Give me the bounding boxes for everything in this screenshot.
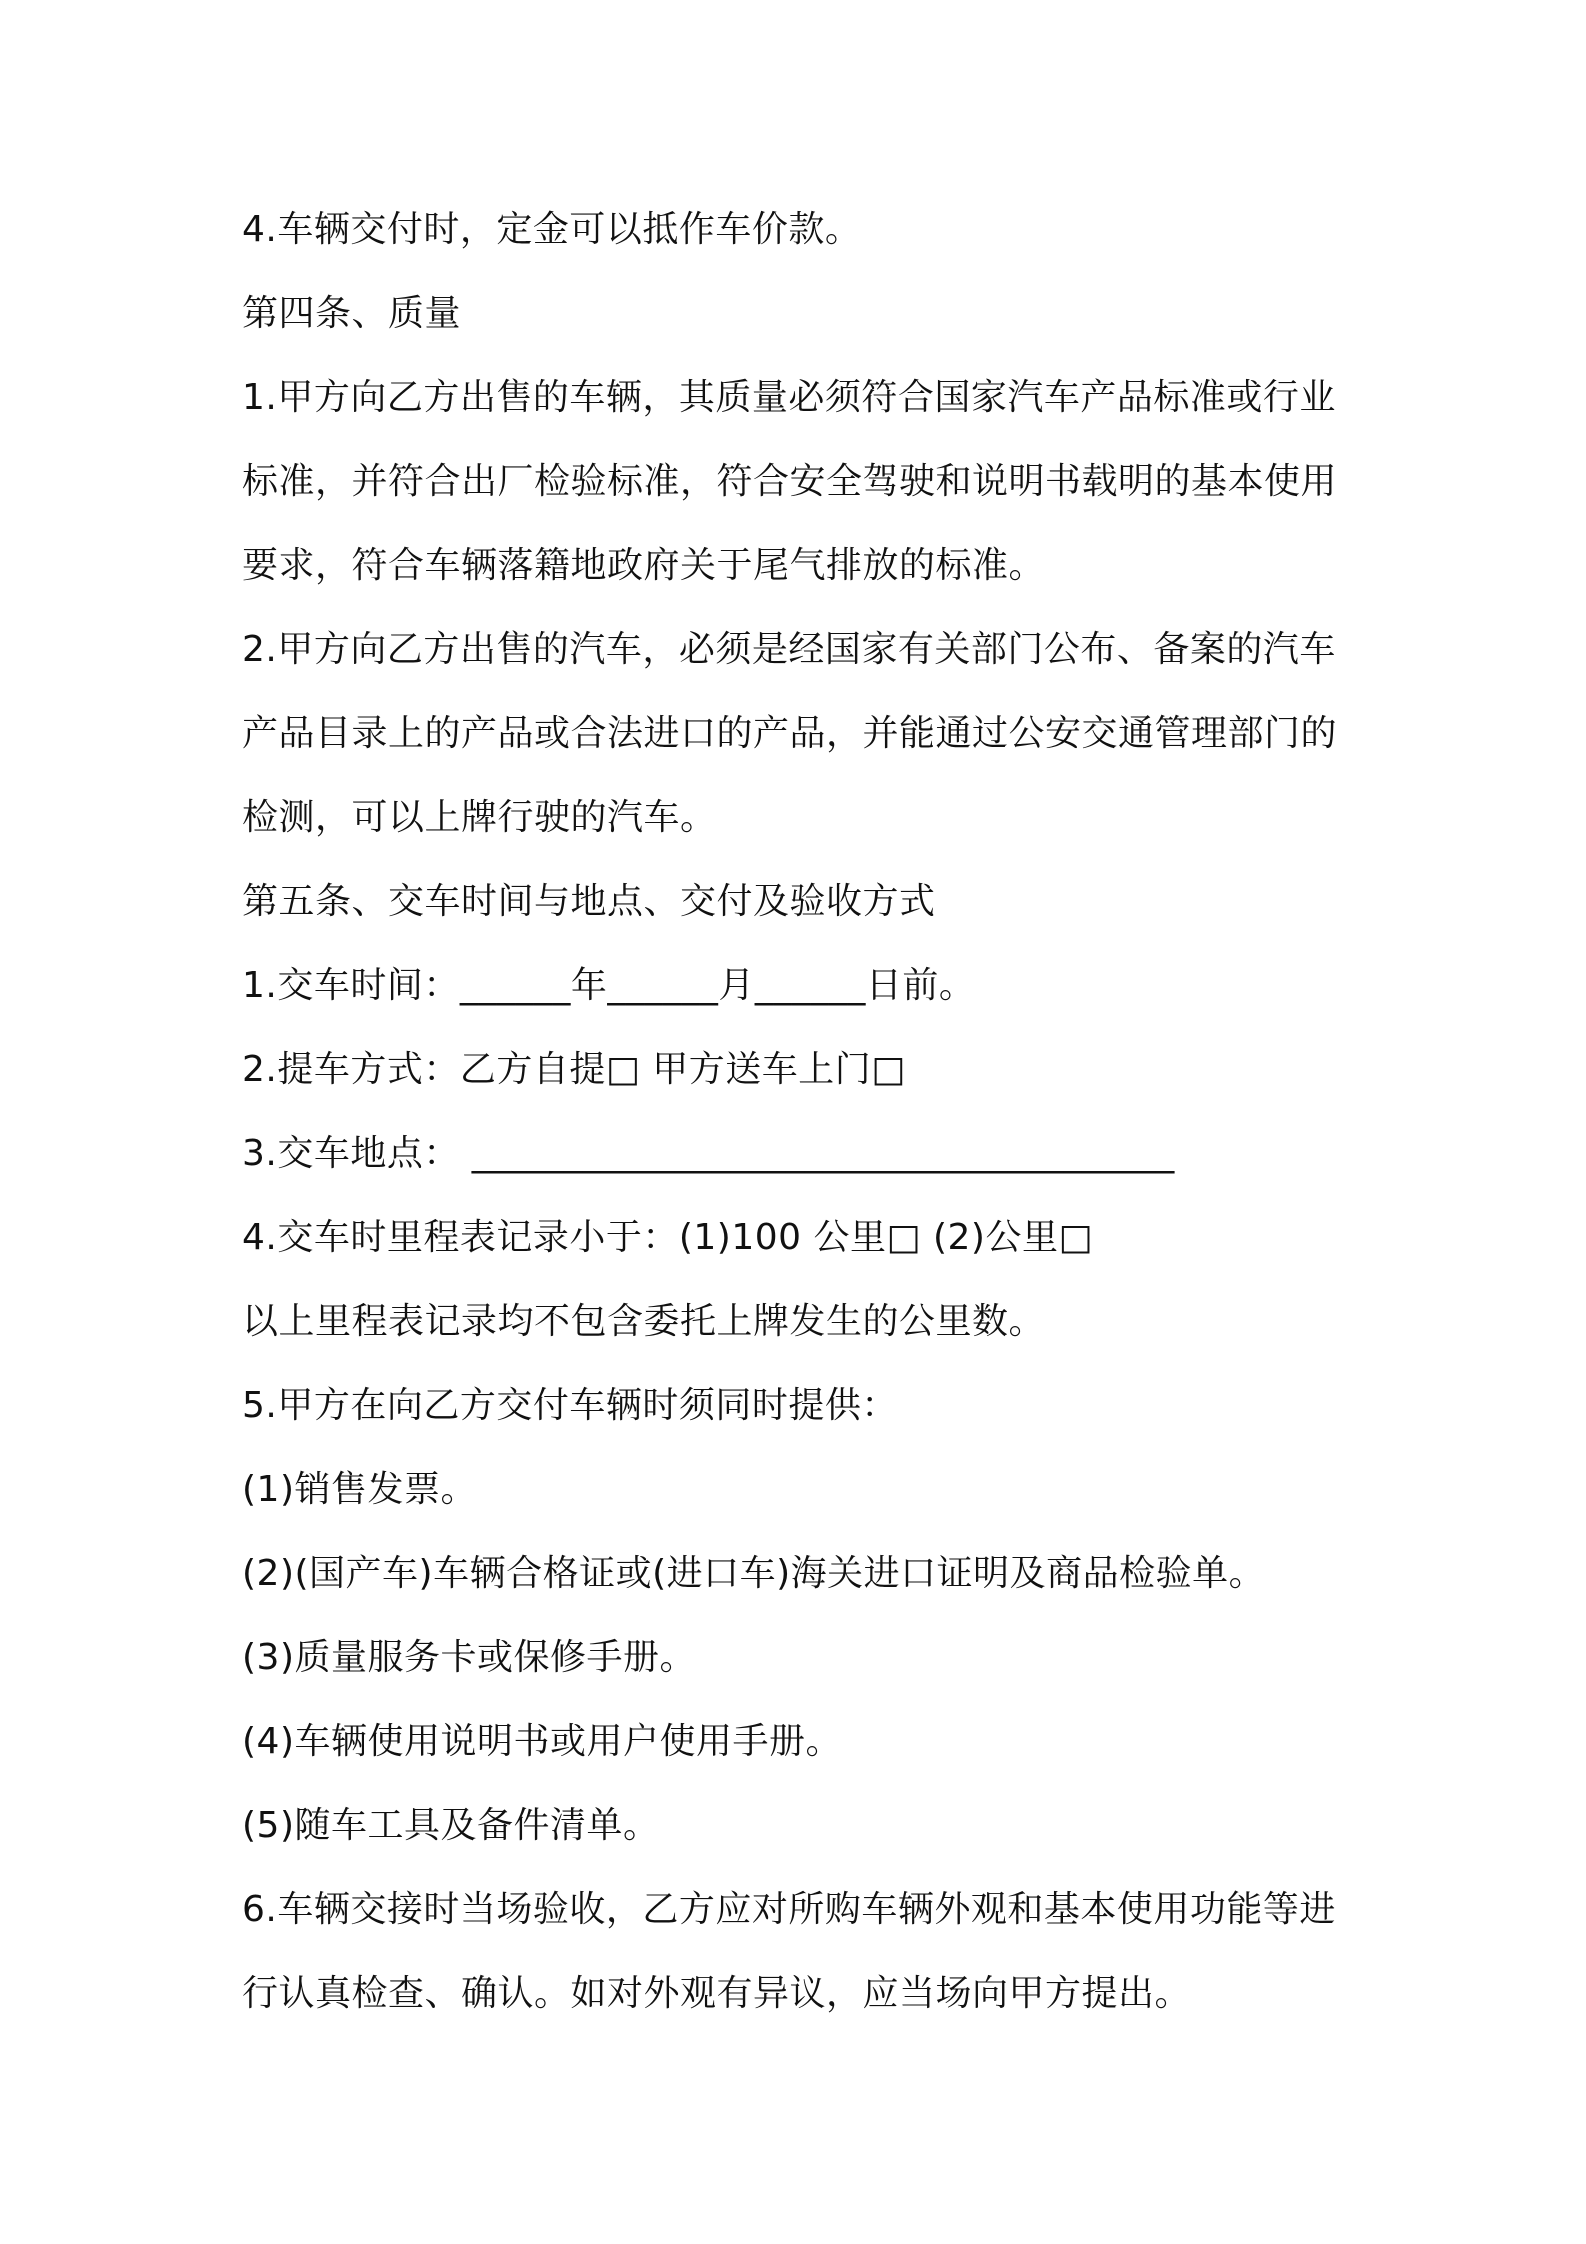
form-field-line: 1.交车时间：______年______月______日前。 (242, 965, 976, 1006)
section-heading: 第四条、质量 (242, 293, 462, 334)
list-item: (2)(国产车)车辆合格证或(进口车)海关进口证明及商品检验单。 (242, 1553, 1266, 1594)
form-field-line: 3.交车地点： ______________________________________ (242, 1133, 1175, 1174)
paragraph-line: 5.甲方在向乙方交付车辆时须同时提供： (242, 1385, 898, 1426)
form-field-line: 4.交车时里程表记录小于：(1)100 公里□ (2)公里□ (242, 1217, 1093, 1258)
list-item: (3)质量服务卡或保修手册。 (242, 1637, 696, 1678)
paragraph-line: 1.甲方向乙方出售的车辆，其质量必须符合国家汽车产品标准或行业 (242, 377, 1336, 418)
paragraph-line: 标准，并符合出厂检验标准，符合安全驾驶和说明书载明的基本使用 (242, 461, 1338, 502)
paragraph-line: 6.车辆交接时当场验收，乙方应对所购车辆外观和基本使用功能等进 (242, 1889, 1336, 1930)
form-field-line: 2.提车方式：乙方自提□ 甲方送车上门□ (242, 1049, 906, 1090)
paragraph-line: 行认真检查、确认。如对外观有异议，应当场向甲方提出。 (242, 1973, 1192, 2014)
paragraph-line: 4.车辆交付时，定金可以抵作车价款。 (242, 209, 862, 250)
paragraph-line: 以上里程表记录均不包含委托上牌发生的公里数。 (242, 1301, 1046, 1342)
list-item: (4)车辆使用说明书或用户使用手册。 (242, 1721, 842, 1762)
paragraph-line: 要求，符合车辆落籍地政府关于尾气排放的标准。 (242, 545, 1046, 586)
paragraph-line: 检测，可以上牌行驶的汽车。 (242, 797, 717, 838)
section-heading: 第五条、交车时间与地点、交付及验收方式 (242, 881, 936, 922)
paragraph-line: 2.甲方向乙方出售的汽车，必须是经国家有关部门公布、备案的汽车 (242, 629, 1336, 670)
paragraph-line: 产品目录上的产品或合法进口的产品，并能通过公安交通管理部门的 (242, 713, 1338, 754)
list-item: (1)销售发票。 (242, 1469, 477, 1510)
list-item: (5)随车工具及备件清单。 (242, 1805, 660, 1846)
